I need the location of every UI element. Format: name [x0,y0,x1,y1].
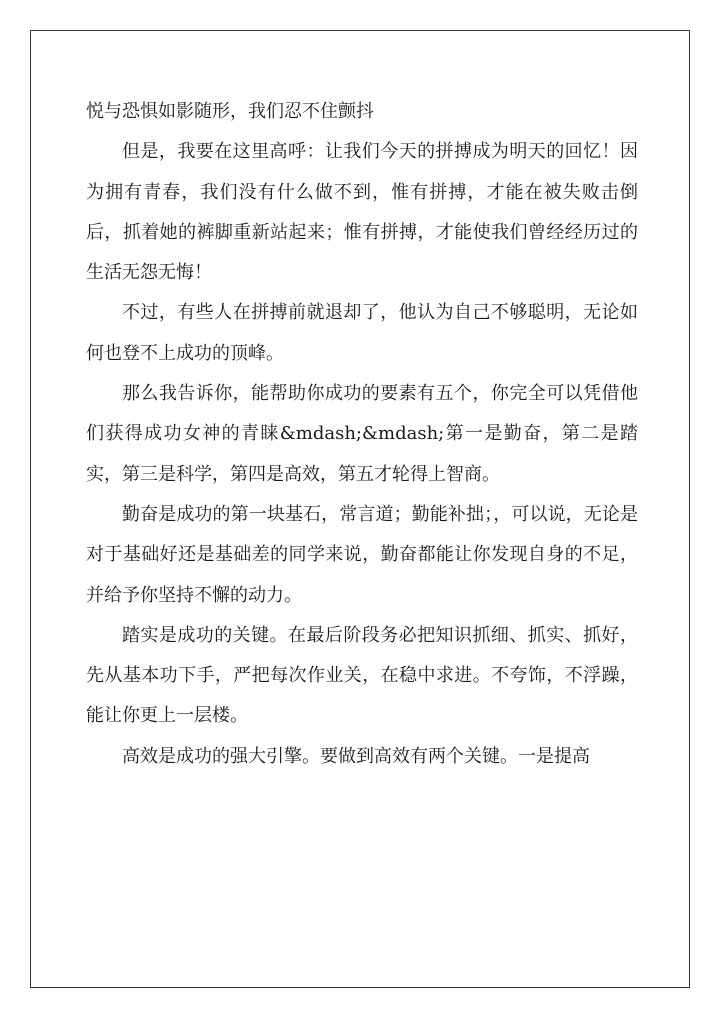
paragraph-4: 那么我告诉你，能帮助你成功的要素有五个，你完全可以凭借他们获得成功女神的青睐&mdash;&mdash;第一是勤奋，第二是踏实，第三是科学，第四是高效，第五才轮得上智商。 [86,383,638,485]
paragraph-7: 高效是成功的强大引擎。要做到高效有两个关键。一是提高 [122,745,590,767]
paragraph-6: 踏实是成功的关键。在最后阶段务必把知识抓细、抓实、抓好，先从基本功下手，严把每次作业关，在稳中求进。不夸饰，不浮躁，能让你更上一层楼。 [86,624,638,727]
paragraph-1: 悦与恐惧如影随形，我们忍不住颤抖 [86,101,374,122]
paragraph-3: 不过，有些人在拼搏前就退却了，他认为自己不够聪明，无论如何也登不上成功的顶峰。 [86,302,638,364]
document-body [86,92,638,777]
paragraph-2: 但是，我要在这里高呼：让我们今天的拼搏成为明天的回忆！因为拥有青春，我们没有什么做不到，惟有拼搏，才能在被失败击倒后，抓着她的裤脚重新站起来；惟有拼搏，才能使我们曾经经历过的生活无怨无悔！ [86,141,638,284]
paragraph-5: 勤奋是成功的第一块基石，常言道；勤能补拙；，可以说，无论是对于基础好还是基础差的同学来说，勤奋都能让你发现自身的不足，并给予你坚持不懈的动力。 [86,503,638,606]
